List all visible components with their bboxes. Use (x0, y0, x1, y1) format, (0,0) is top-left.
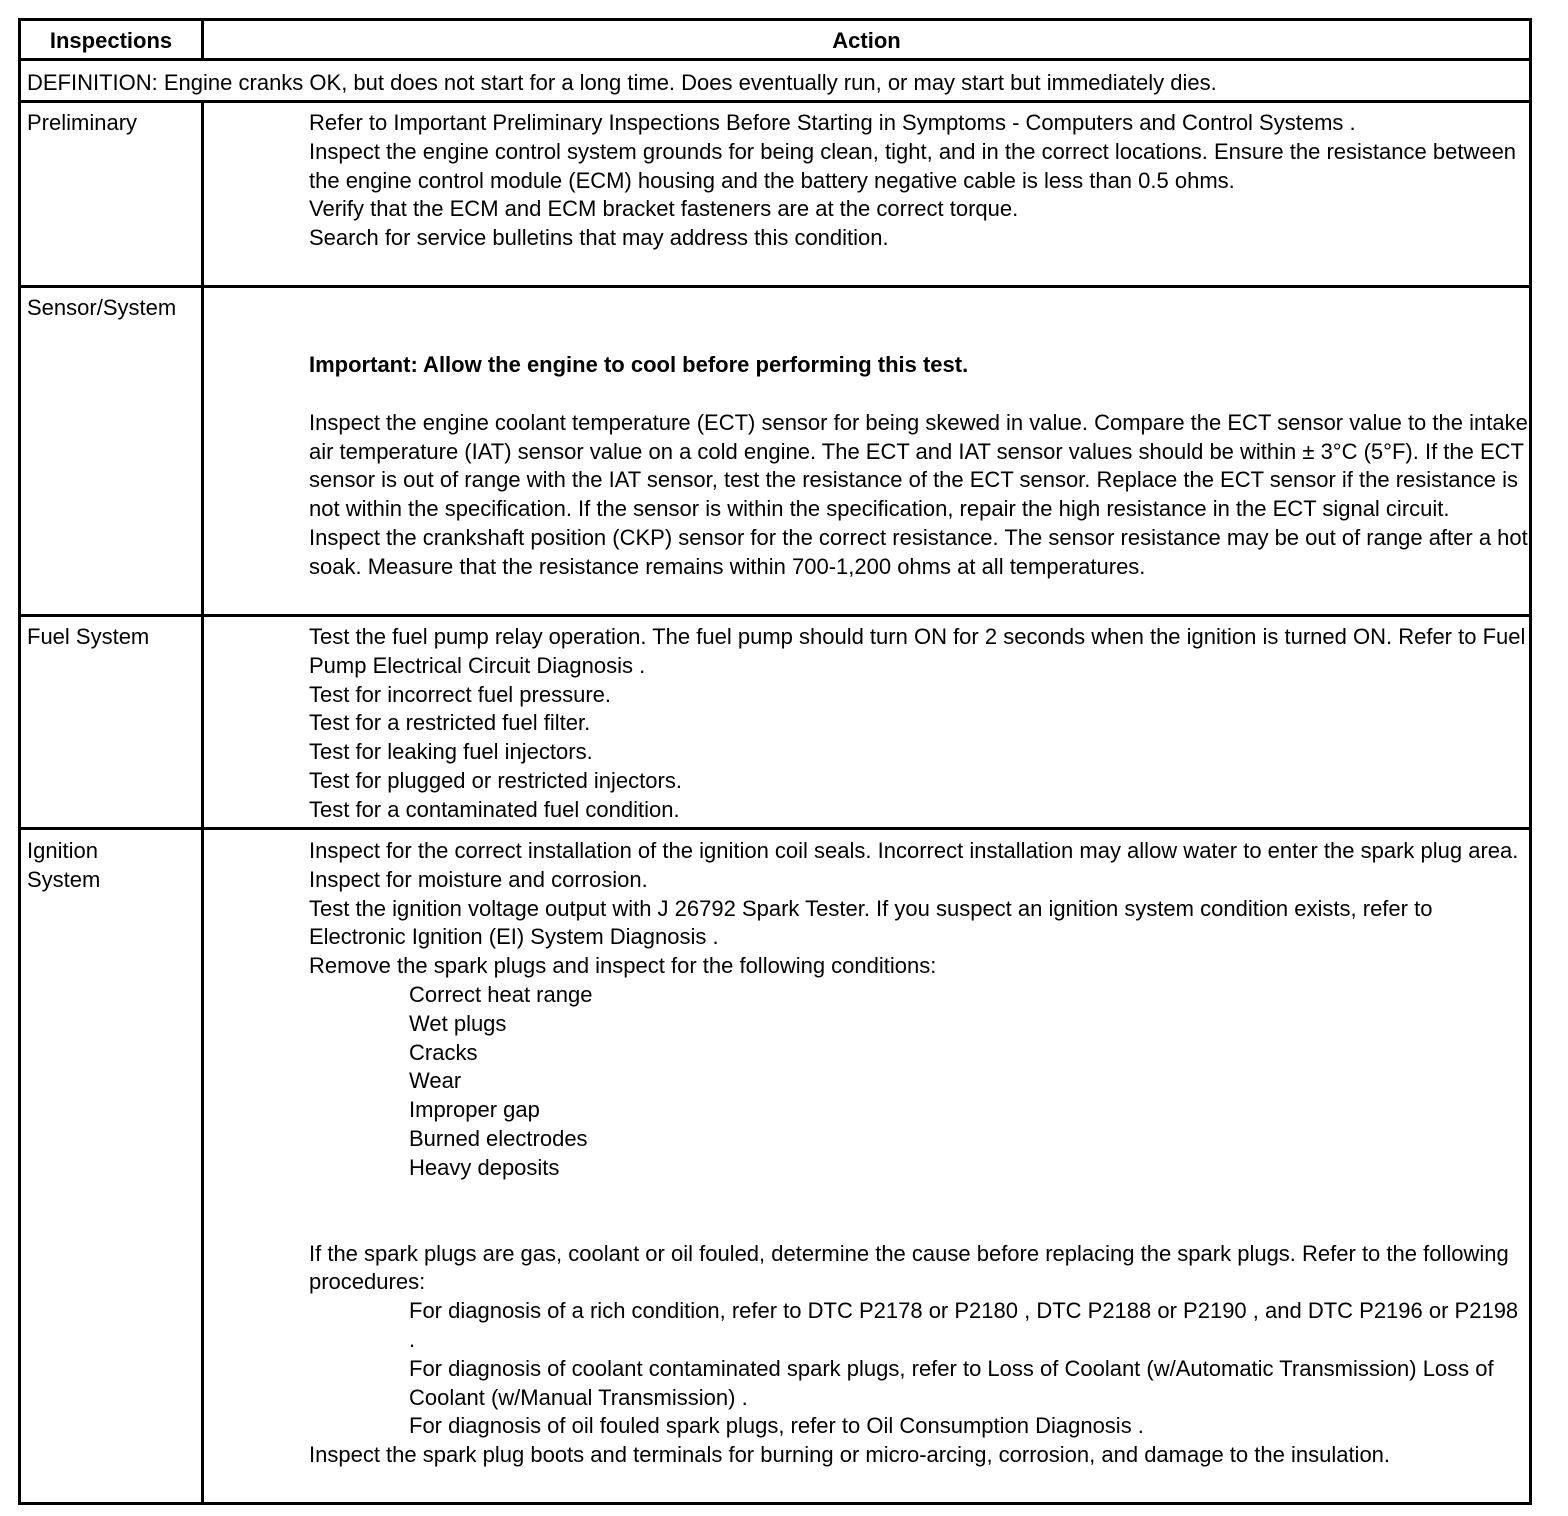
spacer (309, 380, 1529, 409)
condition-item: Wet plugs (409, 1010, 507, 1036)
header-divider (21, 58, 1529, 61)
action-line: Test the ignition voltage output with J 26792 Spark Tester. If you suspect an ignition system condition exists, refer to Electronic Ignition (EI) System Diagnosis . (309, 895, 1433, 950)
header-action: Action (832, 28, 901, 53)
action-line: Test for incorrect fuel pressure. (309, 681, 612, 707)
header-inspections: Inspections (49, 28, 173, 53)
procedure-item: For diagnosis of oil fouled spark plugs, refer to Oil Consumption Diagnosis . (409, 1413, 1144, 1439)
definition-divider (21, 100, 1529, 103)
condition-item: Burned electrodes (409, 1125, 588, 1151)
column-divider-body (201, 103, 204, 1502)
procedure-item: For diagnosis of a rich condition, refer to DTC P2178 or P2180 , DTC P2188 or P2190 , and DTC P2196 or P2198 . (409, 1298, 1519, 1352)
condition-item: Wear (409, 1068, 462, 1094)
fuel-system-divider (21, 827, 1529, 830)
condition-item: Cracks (409, 1039, 478, 1065)
procedure-item: For diagnosis of coolant contaminated spark plugs, refer to Loss of Coolant (w/Automatic Transmission) Loss of Coolant (w/Manual Transmission) . (409, 1355, 1494, 1410)
section-label-ignition-system: Ignition System (27, 838, 101, 892)
section-action-ignition-system (309, 837, 1529, 1470)
spacer (309, 1183, 1529, 1240)
action-line: Test for a contaminated fuel condition. (309, 796, 680, 822)
action-line: Inspect the spark plug boots and terminals for burning or micro-arcing, corrosion, and damage to the insulation. (309, 1442, 1391, 1468)
action-line: Inspect for the correct installation of the ignition coil seals. Incorrect installation may allow water to enter the spark plug area. Inspect for moisture and corrosion. (309, 838, 1519, 892)
section-action-preliminary (309, 109, 1529, 253)
action-line: Test for plugged or restricted injectors. (309, 767, 682, 793)
definition-text: DEFINITION: Engine cranks OK, but does not start for a long time. Does eventually run, or may start but immediately dies. (27, 70, 1217, 95)
inspection-table (18, 18, 1532, 1505)
preliminary-divider (21, 285, 1529, 288)
section-label-sensor-system: Sensor/System (27, 295, 177, 320)
action-line: Verify that the ECM and ECM bracket fasteners are at the correct torque. (309, 196, 1019, 222)
fouled-intro: If the spark plugs are gas, coolant or oil fouled, determine the cause before replacing the spark plugs. Refer to the following procedures: (309, 1240, 1509, 1295)
section-label-fuel-system: Fuel System (27, 624, 150, 649)
column-divider-top (201, 21, 204, 58)
action-line: Test for leaking fuel injectors. (309, 739, 593, 765)
action-line: Inspect the crankshaft position (CKP) sensor for the correct resistance. The sensor resistance may be out of range after a hot soak. Measure that the resistance remains within 700-1,200 ohms at all temperatures. (309, 524, 1528, 579)
sensor-system-divider (21, 614, 1529, 617)
action-line: Remove the spark plugs and inspect for the following conditions: (309, 953, 937, 979)
action-line: Inspect the engine coolant temperature (ECT) sensor for being skewed in value. Compare the ECT sensor value to the intake air temperature (IAT) sensor value on a cold engine. The ECT and IAT sensor values should be within ± 3°C (5°F). If the ECT sensor is out of range with the IAT sensor, test the resistance of the ECT sensor. Replace the ECT sensor if the resistance is not within the specification. If the sensor is within the specification, repair the high resistance in the ECT signal circuit. (309, 409, 1528, 522)
section-action-fuel-system (309, 623, 1529, 825)
action-line: Search for service bulletins that may address this condition. (309, 225, 889, 251)
action-line: Test for a restricted fuel filter. (309, 710, 591, 736)
section-action-sensor-system (309, 351, 1529, 582)
action-line: Inspect the engine control system grounds for being clean, tight, and in the correct locations. Ensure the resistance between the engine control module (ECM) housing and the battery negative cable is less than 0.5 ohms. (309, 138, 1517, 193)
action-line: Refer to Important Preliminary Inspections Before Starting in Symptoms - Computers and Control Systems . (309, 110, 1356, 135)
condition-item: Heavy deposits (409, 1154, 560, 1180)
important-note: Important: Allow the engine to cool before performing this test. (309, 352, 969, 377)
condition-item: Correct heat range (409, 981, 593, 1007)
condition-item: Improper gap (409, 1097, 540, 1123)
section-label-preliminary: Preliminary (27, 110, 138, 135)
action-line: Test the fuel pump relay operation. The fuel pump should turn ON for 2 seconds when the ignition is turned ON. Refer to Fuel Pump Electrical Circuit Diagnosis . (309, 624, 1526, 678)
